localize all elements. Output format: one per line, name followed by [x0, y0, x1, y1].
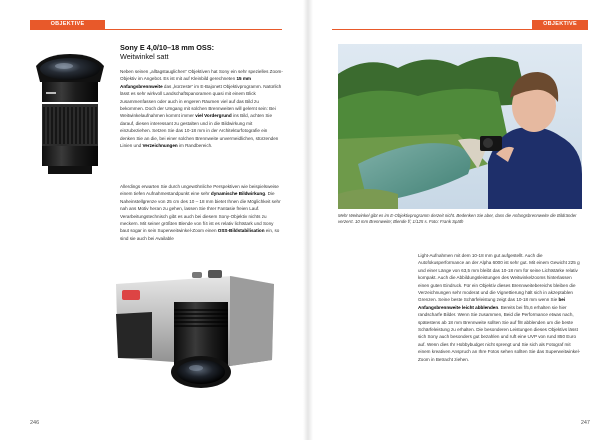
text-segment: Light-Aufnahmen mit dem 10-18 mm gut aufgestellt. Auch die Autofokusperformance an der Alpha 6000 ist sehr gut. Mit einem Gewicht 225 g und einer Länge von 63,5 mm bleibt das 10-18 mm für seine Lichtstärke relativ kompakt. Auch die Abbildungsleistungen des Weitwinkelzooms hinterlassen einen guten Eindruck. Für ein Objektiv dieses Brennweitebereichs bleiben die Verzeichnungen sehr moderat und die Vignettierung hält sich in akzeptablen Grenzen. Seine beste Schärfeleistung zeigt das 10-18 mm wenn Sie [418, 253, 580, 303]
page-number: 246 [30, 420, 40, 426]
text-segment: ein, so sind sie auch bei Available [120, 228, 280, 241]
book-gutter [303, 0, 313, 440]
right-body-text [418, 252, 584, 363]
text-segment-bold: Verzeichnungen [142, 143, 178, 149]
article-heading [120, 43, 280, 61]
text-segment: Allerdings erwarten Sie durch ungewöhnliche Perspektiven wie beispielsweise einem tiefen Aufnahmestandpunkt eine sehr [120, 184, 279, 197]
text-segment-bold: 15 mm Anfangsbrennweite [120, 76, 251, 89]
text-segment-bold: bei Anfangsbrennweite leicht abblenden [418, 297, 566, 310]
text-segment: Neben seinen „alltagstauglichen“ Objektiven hat Sony ein sehr spezielles Zoom-Objektiv im Angebot. Es ist mit auf Kleinbild gerechneten [120, 69, 283, 82]
section-tag: OBJEKTIVE [30, 20, 105, 29]
text-segment: ins Bild, achten Sie darauf, diesen interessant zu gestalten und in die Bildwirkung mit einzubeziehen. Setzen Sie das 10-18 mm in der Architekturfotografie ein denken Sie an die, bei einer solchen Brennweite unvermeidlichen, stürzenden Linien und [120, 113, 279, 149]
text-segment: . Bereits bei f/5,6 erhalten sie hier randscharfe Bilder. Wenn Sie zusammen, Beid die Performance etwas nach, spätestens ab 18 mm Brennweite sollten Sie auf f/8 abblenden um die beste Schärfeleistung zu erhalten. Die besonderen Leistungen dieses Objektivs lässt sich Sony auch besonders gut bezahlen und ruft eine UVP von rund 850 Euro auf. Wenn dies Ihr Hobbybudget nicht sprengt und Sie sich als Fotograf mit einem kreativen Anspruch an Ihre Fotos sehen sollten Sie das Superweitwinkel-Zoom in Betracht ziehen. [418, 304, 581, 362]
lens-image [34, 52, 106, 178]
heading-line-2: Weitwinkel satt [120, 52, 169, 61]
page-number: 247 [580, 420, 590, 426]
photo-caption: Mehr Weitwinkel gibt es im E-Objektivprogramm derzeit nicht. Bedenken Sie aber, dass die Anfangsbrennweite die Bildränder verzerrt. 10 mm Brennweite; Blende f/; 1/125 s. Foto: Frank Späth [338, 213, 577, 225]
section-tag: OBJEKTIVE [532, 20, 588, 29]
left-body-text-1 [120, 68, 283, 149]
text-segment: im Randbereich. [177, 143, 213, 149]
camera-image [112, 262, 277, 394]
left-body-text-2 [120, 183, 283, 242]
section-rule [30, 29, 282, 30]
text-segment-bold: dynamische Bildwirkung [210, 191, 266, 197]
text-segment-bold: OSS-Bildstabilisation [217, 228, 265, 234]
section-rule [332, 29, 588, 30]
text-segment: . Die Naheinstellgrenze von 25 cm des 10 – 18 mm bietet Ihnen die Möglichkeit sehr nah ans Motiv heran zu gehen, lassen Sie Ihrer Fantasie freien Lauf. Verarbeitungstechnisch gibt es auch bei diesem Sony-Objektiv nichts zu meckern. Mit seiner größten Blende von f/4 ist es relativ lichtstark und Sony baut sogar in sein Superweitwinkel-Zoom einen [120, 191, 281, 234]
text-segment: das „kürzeste“ im E-Bajonett Objektivprogramm. Natürlich lässt es sehr wirkvoll Landschaftspanoramen quasi mit einem Blick zusammenfassen oder auch in engeren Räumen viel auf das Bild zu bekommen. Doch der Umgang mit solchen Brennweiten will gelernt sein: Bei Weitwinkelaufnahmen kommt immer [120, 83, 282, 119]
photographer-photo [338, 44, 582, 209]
heading-line-1: Sony E 4,0/10–18 mm OSS: [120, 43, 215, 52]
text-segment-bold: viel Vordergrund [195, 113, 232, 119]
